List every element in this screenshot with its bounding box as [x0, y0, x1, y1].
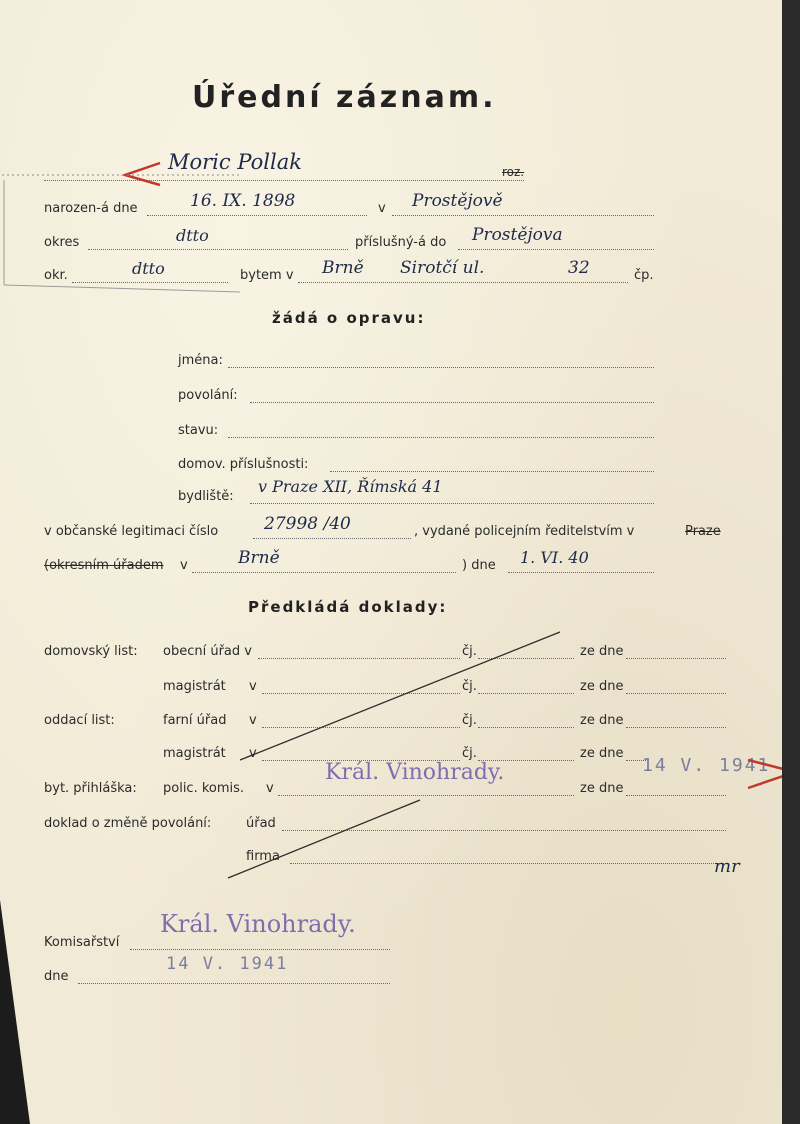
handwritten-district-2: dtto	[132, 259, 165, 278]
faint-frame-bottom	[4, 285, 240, 292]
handwritten-residence-city: Brně	[322, 258, 364, 278]
cj-label-4: čj.	[462, 746, 477, 761]
date-stamp: 14 V. 1941	[642, 755, 771, 776]
handwritten-residence-number: 32	[568, 258, 590, 278]
document-title: Úřední záznam.	[192, 80, 497, 115]
cancel-stroke-2	[228, 800, 420, 878]
office-stamp-footer: Král. Vinohrady.	[160, 910, 356, 938]
handwritten-id-number: 27998 /40	[264, 514, 351, 534]
handwritten-initials: mr	[714, 856, 740, 877]
narozen-label: narozen-á dne	[44, 201, 138, 216]
komisarstvi-label: Komisařství	[44, 935, 120, 950]
magistrat-label-2: magistrát	[163, 746, 226, 761]
issued-label: , vydané policejním ředitelstvím v	[414, 524, 635, 539]
handwritten-birth-place: Prostějově	[412, 191, 503, 211]
obecni-label: obecní úřad v	[163, 644, 252, 659]
cancel-stroke-1	[240, 632, 560, 760]
handwritten-residence-street: Sirotčí ul.	[400, 258, 485, 278]
field-domov-label: domov. příslušnosti:	[178, 457, 309, 472]
cj-label-1: čj.	[462, 644, 477, 659]
v-label-4: v	[249, 713, 257, 728]
firma-label: firma	[246, 849, 280, 864]
handwritten-birth-date: 16. IX. 1898	[190, 191, 296, 211]
handwritten-district: dtto	[176, 226, 209, 245]
zedne-label-2: ze dne	[580, 679, 624, 694]
field-povolani-label: povolání:	[178, 388, 238, 403]
cj-label-3: čj.	[462, 713, 477, 728]
handwritten-name: Moric Pollak	[168, 150, 302, 174]
handwritten-bydliste: v Praze XII, Římská 41	[258, 477, 443, 496]
okresnim-label: (okresním úřadem	[44, 558, 164, 573]
okres-label: okres	[44, 235, 80, 250]
praha-label: Praze	[685, 524, 721, 539]
v-label-2: v	[180, 558, 188, 573]
domovsky-label: domovský list:	[44, 644, 138, 659]
handwritten-domicile: Prostějova	[472, 225, 563, 245]
red-marker-right	[748, 760, 782, 788]
handwritten-issued-at: Brně	[238, 548, 280, 568]
bytem-label: bytem v	[240, 268, 294, 283]
magistrat-label-1: magistrát	[163, 679, 226, 694]
zedne-label-5: ze dne	[580, 781, 624, 796]
roz-label: roz.	[502, 165, 525, 179]
zedne-label-3: ze dne	[580, 713, 624, 728]
byt-label: byt. přihláška:	[44, 781, 137, 796]
field-jmena-label: jména:	[178, 353, 223, 368]
field-bydliste-label: bydliště:	[178, 489, 234, 504]
okr-label: okr.	[44, 268, 68, 283]
cp-label: čp.	[634, 268, 654, 283]
field-stavu-label: stavu:	[178, 423, 219, 438]
v-label-3: v	[249, 679, 257, 694]
red-marker-left	[125, 163, 160, 185]
zedne-label-1: ze dne	[580, 644, 624, 659]
v-label-6: v	[266, 781, 274, 796]
polic-label: polic. komis.	[163, 781, 245, 796]
doklad-label: doklad o změně povolání:	[44, 816, 212, 831]
request-heading: žádá o opravu:	[272, 309, 426, 327]
cj-label-2: čj.	[462, 679, 477, 694]
date-stamp-footer: 14 V. 1941	[166, 954, 289, 974]
zedne-label-4: ze dne	[580, 746, 624, 761]
oddaci-label: oddací list:	[44, 713, 115, 728]
prislusny-label: příslušný-á do	[355, 235, 447, 250]
dne-label-footer: dne	[44, 969, 69, 984]
urad-label: úřad	[246, 816, 276, 831]
dne-label-1: ) dne	[462, 558, 496, 573]
torn-corner-shadow	[0, 900, 30, 1124]
documents-heading: Předkládá doklady:	[248, 598, 448, 616]
v-label-1: v	[378, 201, 386, 216]
farni-label: farní úřad	[163, 713, 227, 728]
handwritten-issue-date: 1. VI. 40	[520, 548, 589, 567]
legitimation-label: v občanské legitimaci číslo	[44, 524, 219, 539]
v-label-5: v	[249, 746, 257, 761]
office-stamp: Král. Vinohrady.	[325, 760, 505, 785]
